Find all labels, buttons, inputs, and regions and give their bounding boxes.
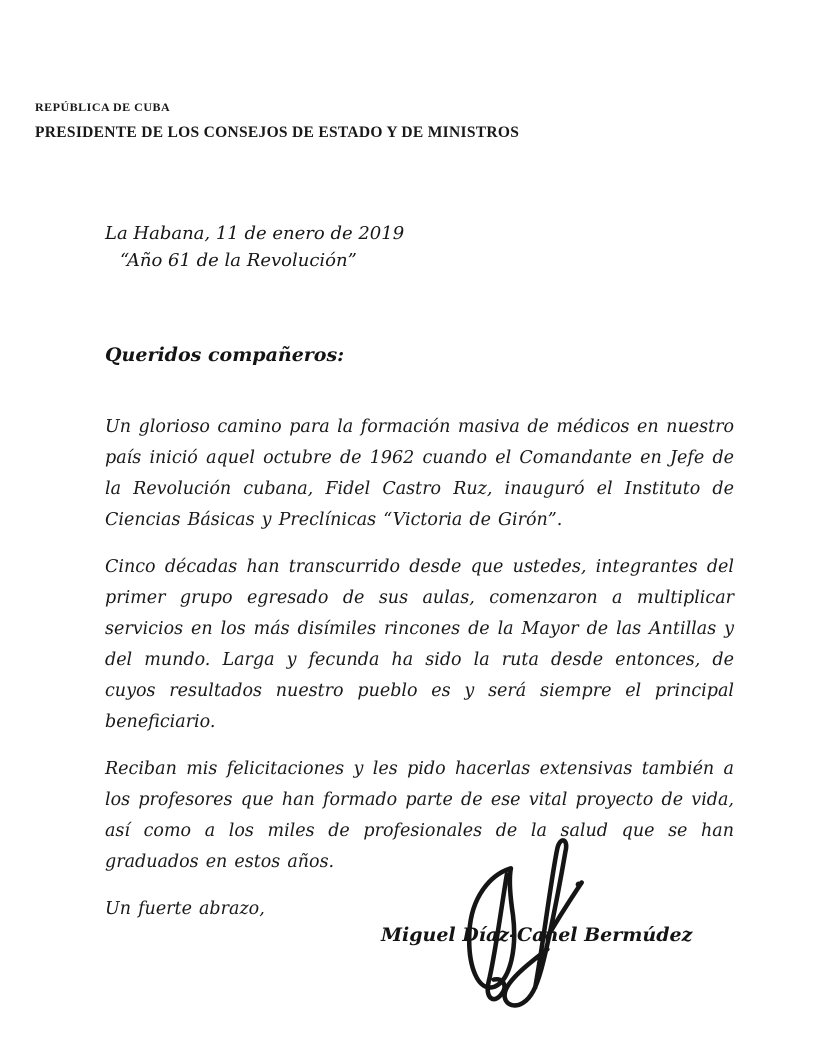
signer-name: Miguel Díaz-Canel Bermúdez (381, 924, 693, 946)
salutation: Queridos compañeros: (105, 344, 345, 366)
signature-strokes (469, 840, 581, 1005)
paragraph-2: Cinco décadas han transcurrido desde que ustedes, integrantes del primer grupo egresado de sus aulas, comenzaron a multiplicar servicios en los más disímiles rincones de la Mayor de las Antillas y del mundo. Larga y fecunda ha sido la ruta desde entonces, de cuyos resultados nuestro pueblo es y será siempre el principal beneficiario. (105, 557, 734, 732)
dateline-place-date: La Habana, 11 de enero de 2019 (105, 223, 405, 244)
dateline (105, 220, 404, 274)
handwritten-signature-ink (438, 838, 600, 1020)
letterhead (35, 100, 519, 142)
letterhead-office-title: PRESIDENTE DE LOS CONSEJOS DE ESTADO Y DE MINISTROS (35, 124, 520, 141)
letterhead-republic: REPÚBLICA DE CUBA (35, 100, 171, 114)
closing-phrase: Un fuerte abrazo, (105, 899, 265, 919)
letter-body (105, 412, 734, 941)
paragraph-3: Reciban mis felicitaciones y les pido hacerlas extensivas también a los profesores que han formado parte de ese vital proyecto de vida, así como a los miles de profesionales de la salud que se han graduados en estos años. (105, 759, 734, 872)
dateline-year-motto: “Año 61 de la Revolución” (120, 250, 357, 271)
paragraph-1: Un glorioso camino para la formación masiva de médicos en nuestro país inició aquel octubre de 1962 cuando el Comandante en Jefe de la Revolución cubana, Fidel Castro Ruz, inauguró el Instituto de Ciencias Básicas y Preclínicas “Victoria de Girón”. (105, 417, 734, 530)
